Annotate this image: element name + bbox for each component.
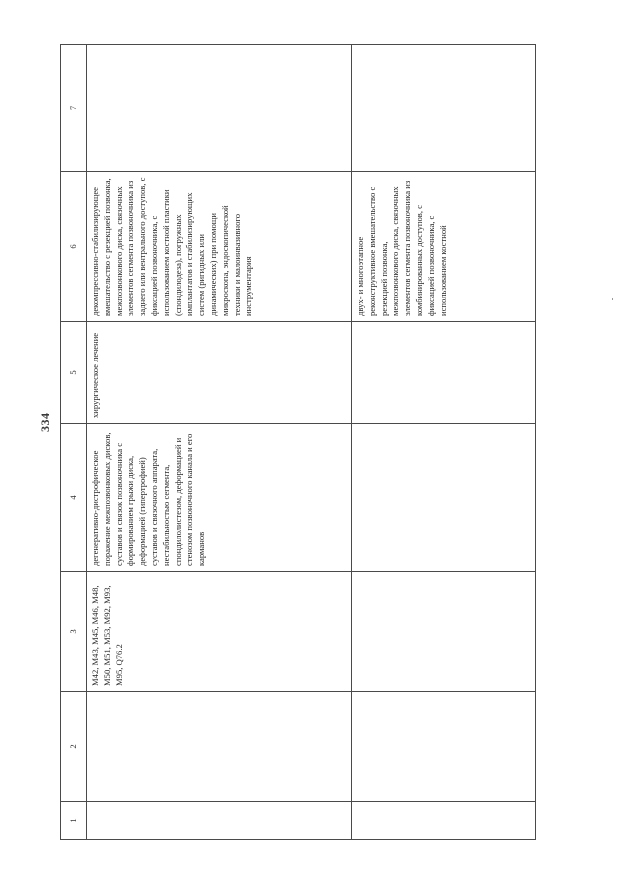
table-cell bbox=[352, 424, 536, 572]
procedures-table bbox=[60, 44, 536, 840]
table-row bbox=[352, 45, 536, 840]
diagnosis-cell: дегенеративно-дистрофическое поражение межпозвонковых дисков, суставов и связок позвоночника с формированием грыжи диска, деформацией (гипертрофией) суставов и связочного аппарата, нестабильностью сегмента, спондилолистезом, деформацией и стенозом позвоночного канала и его карманов bbox=[87, 424, 352, 572]
column-header: 2 bbox=[61, 692, 87, 802]
table-cell bbox=[352, 802, 536, 840]
table-cell bbox=[352, 572, 536, 692]
table-row bbox=[87, 45, 352, 840]
column-header: 6 bbox=[61, 172, 87, 322]
column-header: 5 bbox=[61, 322, 87, 424]
rotated-table-wrapper bbox=[60, 45, 535, 840]
page-number: 334 bbox=[38, 412, 52, 432]
treatment-type-cell: хирургическое лечение bbox=[87, 322, 352, 424]
table-cell bbox=[352, 692, 536, 802]
table-cell bbox=[352, 45, 536, 172]
icd-codes-cell: M42, M43, M45, M46, M48, M50, M51, M53, M92, M93, M95, Q76.2 bbox=[87, 572, 352, 692]
table-cell bbox=[352, 322, 536, 424]
table-header-row bbox=[61, 45, 87, 840]
scan-artifact bbox=[612, 298, 613, 300]
table-cell bbox=[87, 802, 352, 840]
treatment-method-cell: двух- и многоэтапное реконструктивное вмешательство с резекцией позвонка, межпозвонкового диска, связочных элементов сегмента позвоночника из комбинированных доступов, с фиксацией позвоночника, с использованием костной bbox=[352, 172, 536, 322]
table-cell bbox=[87, 45, 352, 172]
column-header: 7 bbox=[61, 45, 87, 172]
column-header: 4 bbox=[61, 424, 87, 572]
treatment-method-cell: декомпрессивно-стабилизирующее вмешательство с резекцией позвонка, межпозвонкового диска, связочных элементов сегмента позвоночника из заднего или вентрального доступов, с фиксацией позвоночника, с использованием костной пластики (спондилодеза), погружных имплантатов и стабилизирующих систем (ригидных или динамических) при помощи микроскопа, эндоскопической техники и малоинвазивного инструментария bbox=[87, 172, 352, 322]
column-header: 3 bbox=[61, 572, 87, 692]
column-header: 1 bbox=[61, 802, 87, 840]
table-cell bbox=[87, 692, 352, 802]
